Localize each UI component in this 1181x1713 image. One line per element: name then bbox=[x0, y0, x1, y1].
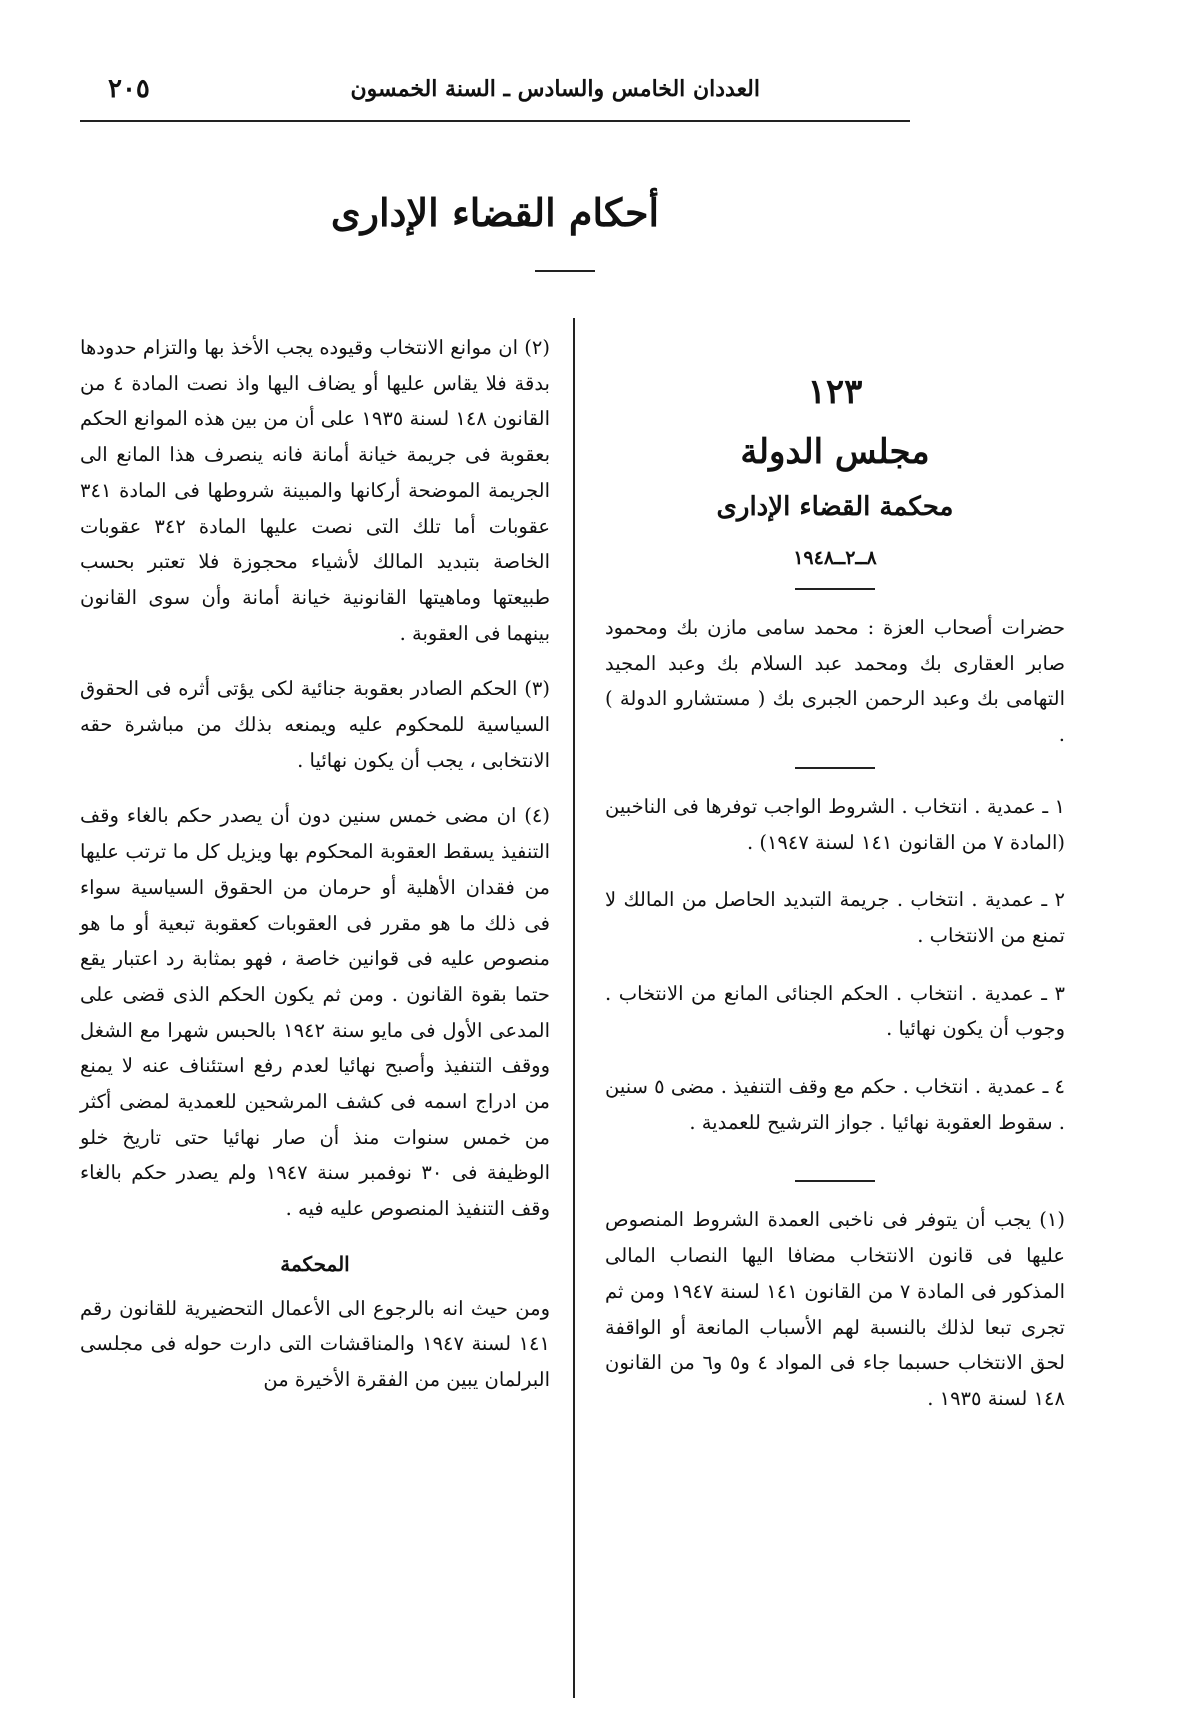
keyword-item: ٢ ـ عمدية . انتخاب . جريمة التبديد الحاصل من المالك لا تمنع من الانتخاب . bbox=[605, 888, 1065, 947]
date-divider bbox=[795, 588, 875, 590]
principle-paragraph: (١) يجب أن يتوفر فى ناخبى العمدة الشروط المنصوص عليها فى قانون الانتخاب مضافا اليها النصاب المالى المذكور فى المادة ٧ من القانون ١٤١ لسنة ١٩٤٧ ومن ثم تجرى تبعا لذلك بالنسبة لهم الأسباب المانعة أو الواقفة لحق الانتخاب حسبما جاء فى المواد ٤ و٥ و٦ من القانون ١٤٨ لسنة ١٩٣٥ . bbox=[605, 1208, 1066, 1410]
judges-divider bbox=[795, 767, 875, 769]
keywords-divider bbox=[795, 1180, 875, 1182]
court-heading: المحكمة bbox=[280, 1251, 350, 1276]
title-divider bbox=[535, 270, 595, 272]
left-column bbox=[80, 330, 550, 1418]
case-number: ١٢٣ bbox=[807, 372, 863, 412]
court-name: محكمة القضاء الإدارى bbox=[716, 492, 954, 522]
principle-paragraph: (٣) الحكم الصادر بعقوبة جنائية لكى يؤتى أثره فى الحقوق السياسية للمحكوم عليه ويمنعه بذلك من مباشرة حقه الانتخابى ، يجب أن يكون نهائيا . bbox=[80, 677, 550, 772]
running-title: العددان الخامس والسادس ـ السنة الخمسون bbox=[350, 76, 760, 102]
page-number: ٢٠٥ bbox=[108, 74, 150, 104]
council-name: مجلس الدولة bbox=[740, 432, 930, 472]
principle-paragraph: (٤) ان مضى خمس سنين دون أن يصدر حكم بالغاء وقف التنفيذ يسقط العقوبة المحكوم بها ويزيل كل ما ترتب عليها من فقدان الأهلية أو حرمان من الحقوق السياسية سواء فى ذلك ما هو مقرر فى العقوبات كعقوبة تبعية أو ما هو منصوص عليه فى قوانين خاصة ، فهو بمثابة رد اعتبار يقع حتما بقوة القانون . ومن ثم يكون الحكم الذى قضى على المدعى الأول فى مايو سنة ١٩٤٢ بالحبس شهرا مع الشغل ووقف التنفيذ وأصبح نهائيا لعدم رفع استئناف عنه لا يمنع من ادراج اسمه فى كشف المرشحين للعمدية لمضى أكثر من خمس سنوات منذ أن صار نهائيا حتى تاريخ خلو الوظيفة فى ٣٠ نوفمبر سنة ١٩٤٧ ولم يصدر حكم بالغاء وقف التنفيذ المنصوص عليه فيه . bbox=[80, 804, 550, 1221]
section-title: أحكام القضاء الإدارى bbox=[330, 190, 660, 235]
judges-list: حضرات أصحاب العزة : محمد سامى مازن بك ومحمود صابر العقارى بك ومحمد عبد السلام بك وعبد المجيد التهامى بك وعبد الرحمن الجبرى بك ( مستشارو الدولة ) . bbox=[605, 616, 1065, 747]
right-column bbox=[605, 370, 1065, 1417]
principle-paragraph: (٢) ان موانع الانتخاب وقيوده يجب الأخذ بها والتزام حدودها بدقة فلا يقاس عليها أو يضاف اليها واذ نصت المادة ٤ من القانون ١٤٨ لسنة ١٩٣٥ على أن من بين هذه الموانع الحكم بعقوبة فى جريمة خيانة أمانة فانه ينصرف هذا المانع الى الجريمة الموضحة أركانها والمبينة شروطها فى المادة ٣٤١ عقوبات أما تلك التى نصت عليها المادة ٣٤٢ عقوبات الخاصة بتبديد المالك لأشياء محجوزة فلا تعتبر بحسب طبيعتها وماهيتها القانونية خيانة أمانة وأن سوى القانون بينهما فى العقوبة . bbox=[80, 336, 551, 645]
keyword-item: ٣ ـ عمدية . انتخاب . الحكم الجنائى المانع من الانتخاب . وجوب أن يكون نهائيا . bbox=[605, 981, 1065, 1041]
column-divider bbox=[573, 318, 575, 1698]
keyword-item: ٤ ـ عمدية . انتخاب . حكم مع وقف التنفيذ . مضى ٥ سنين . سقوط العقوبة نهائيا . جواز الترشيح للعمدية . bbox=[605, 1075, 1065, 1134]
keyword-item: ١ ـ عمدية . انتخاب . الشروط الواجب توفرها فى الناخبين (المادة ٧ من القانون ١٤١ لسنة ١٩٤٧) . bbox=[605, 794, 1065, 854]
page-header bbox=[80, 60, 910, 122]
judgment-date: ٨ــ٢ــ١٩٤٨ bbox=[793, 547, 877, 569]
court-reasoning: ومن حيث انه بالرجوع الى الأعمال التحضيرية للقانون رقم ١٤١ لسنة ١٩٤٧ والمناقشات التى دارت حوله فى مجلسى البرلمان يبين من الفقرة الأخيرة من bbox=[80, 1296, 550, 1391]
